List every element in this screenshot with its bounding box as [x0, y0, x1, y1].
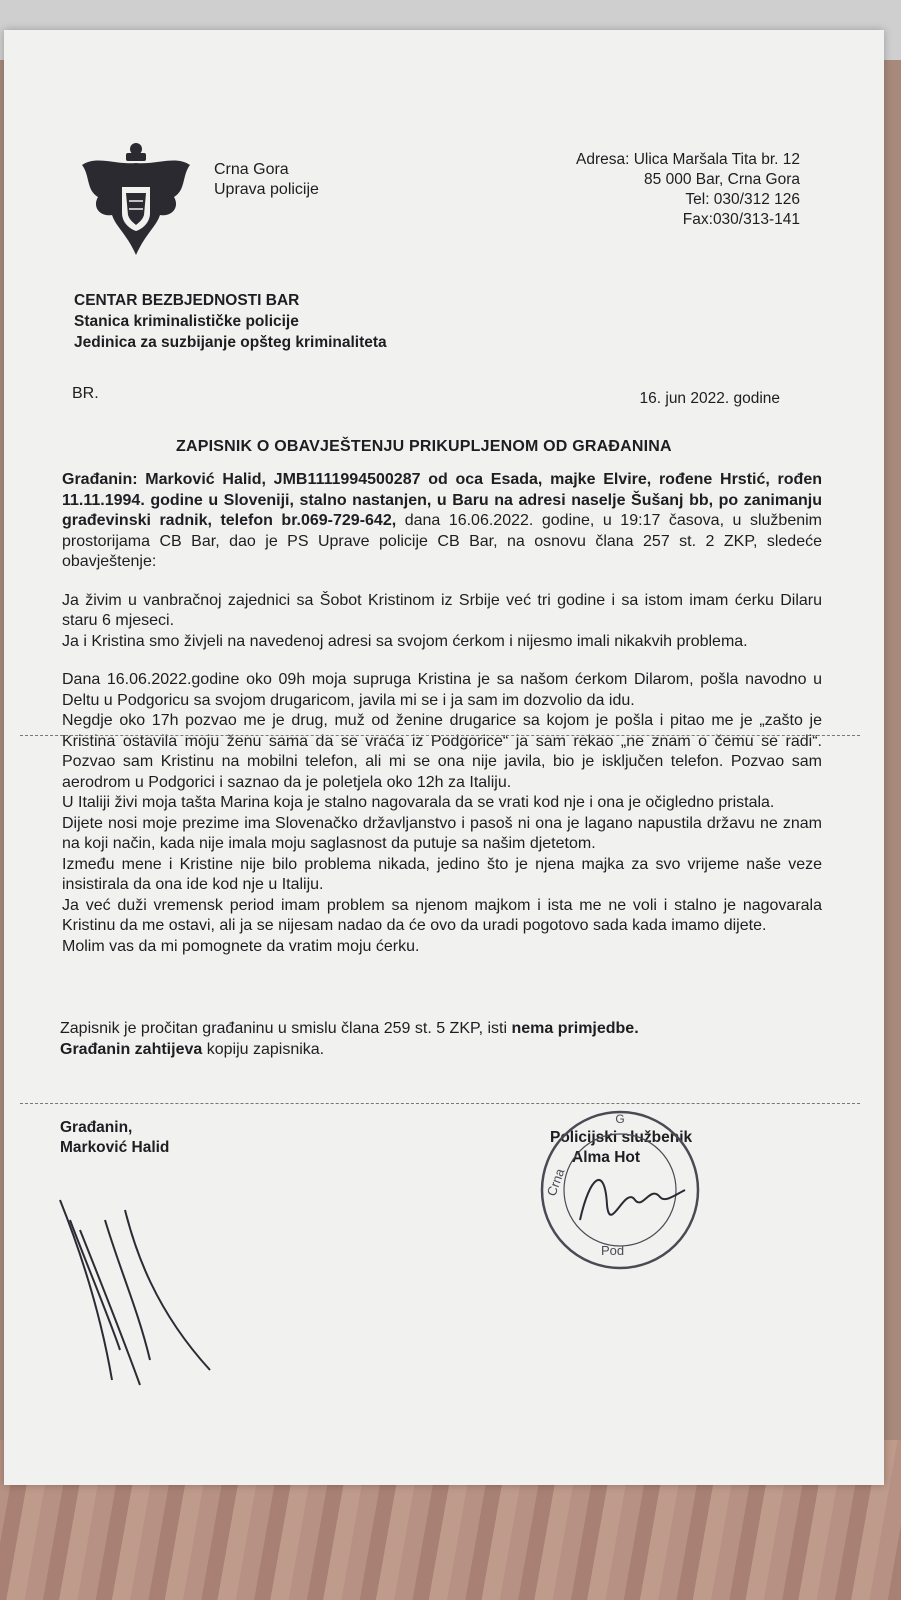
unit-line-3: Jedinica za suzbijanje opšteg kriminaliteta: [74, 334, 387, 351]
document-body: [62, 470, 822, 957]
fold-line: [20, 735, 860, 736]
citizen-name: Marković Halid: [60, 1139, 170, 1156]
country-name: Crna Gora: [214, 161, 289, 178]
address-phone: Tel: 030/312 126: [685, 191, 800, 208]
read-note-bold: nema primjedbe.: [511, 1020, 639, 1037]
header-address: [540, 150, 800, 230]
statement-paragraph: U Italiji živi moja tašta Marina koja je stalno nagovarala da se vrati kod nje i ona je očigledno pristala.: [62, 794, 775, 811]
intro-paragraph: [62, 470, 822, 573]
citizen-label: Građanin,: [60, 1119, 133, 1136]
document-title: ZAPISNIK O OBAVJEŠTENJU PRIKUPLJENOM OD GRAĐANINA: [176, 438, 672, 455]
officer-label: Policijski službenik: [550, 1129, 693, 1146]
stamp-letter-top: G: [615, 1112, 625, 1126]
official-stamp: [535, 1105, 705, 1275]
officer-name: Alma Hot: [572, 1149, 641, 1166]
statement-paragraph: Između mene i Kristine nije bilo problema nikada, jedino što je njena majka za svo vrijeme naše veze insistirala da ona ide kod nje u Italiju.: [62, 855, 822, 893]
read-note-text: Zapisnik je pročitan građaninu u smislu člana 259 st. 5 ZKP, isti: [60, 1020, 512, 1037]
read-note: [60, 1018, 820, 1039]
fold-line: [20, 1103, 860, 1104]
statement-paragraph: Ja i Kristina smo živjeli na navedenoj adresi sa svojom ćerkom i nijesmo imali nikakvih problema.: [62, 632, 748, 650]
copy-note-bold: Građanin zahtijeva: [60, 1041, 203, 1058]
document-date: 16. jun 2022. godine: [639, 390, 780, 407]
coat-of-arms-icon: [76, 135, 196, 265]
unit-line-1: CENTAR BEZBJEDNOSTI BAR: [74, 292, 300, 309]
address-line: Adresa: Ulica Maršala Tita br. 12: [576, 151, 800, 168]
statement-paragraph: Dijete nosi moje prezime ima Slovenačko državljanstvo i pasoš ni ona je lagano napustila državu ne znam na koji način, kada nije imala moju saglasnost da putuje sa našim djetetom.: [62, 814, 822, 852]
statement-paragraph: Dana 16.06.2022.godine oko 09h moja supruga Kristina je sa našom ćerkom Dilarom, pošla navodno u Deltu u Podgoricu sa svojom drugaricom, javila mi se i ja sam im dozvolio da idu.: [62, 671, 822, 709]
reference-number: BR.: [72, 385, 99, 402]
address-fax: Fax:030/313-141: [682, 211, 800, 228]
intro-bold: Građanin: Marković Halid, JMB1111994500287 od oca Esada, majke Elvire, rođene Hrstić, rođen 11.11.1994. godine u Sloveniji, stalno nastanjen, u Baru na adresi naselje Šušanj bb, po zanimanju građevinski radnik, telefon br.069-729-642,: [62, 471, 822, 529]
statement-paragraph: Negdje oko 17h pozvao me je drug, muž od ženine drugarice sa kojom je pošla i pitao me je „zašto je Kristina ostavila moju ženu sama da se vraća iz Podgorice“ ja sam rekao „ne znam o čemu se radi“. Pozvao sam Kristinu na mobilni telefon, ali mi se ona nije javila, bio je isključen telefon. Pozvao sam aerodrom u Podgorici i saznao da je poletjela oko 12h za Italiju.: [62, 712, 822, 791]
statement-paragraph: Molim vas da mi pomognete da vratim moju ćerku.: [62, 937, 420, 955]
stamp-letter-bottom: Pod: [601, 1243, 625, 1258]
unit-line-2: Stanica kriminalističke policije: [74, 313, 299, 330]
address-city: 85 000 Bar, Crna Gora: [644, 171, 800, 188]
officer-signature: [580, 1180, 685, 1220]
statement-paragraph: Ja živim u vanbračnoj zajednici sa Šobot Kristinom iz Srbije već tri godine i sa istom imam ćerku Dilaru staru 6 mjeseci.: [62, 591, 822, 629]
institution-name: Uprava policije: [214, 181, 319, 198]
citizen-signature-block: [60, 1118, 169, 1158]
document-footer: [60, 1018, 820, 1060]
stamp-letter-side: Crna: [543, 1166, 568, 1199]
copy-note-text: kopiju zapisnika.: [202, 1041, 325, 1058]
copy-note: [60, 1039, 820, 1060]
statement-paragraph: Ja već duži vremensk period imam problem sa njenom majkom i ista me ne voli i stalno je nagovarala Kristinu da me ostavi, ali ja se nijesam nadao da će ovo da uradi pogotovo sada kada imamo dijete.: [62, 896, 822, 934]
citizen-signature: [50, 1190, 220, 1390]
unit-block: [74, 290, 387, 353]
header-left: [214, 160, 319, 200]
intro-regular: dana 16.06.2022. godine, u 19:17 časova, u službenim prostorijama CB Bar, dao je PS Uprave policije CB Bar, na osnovu člana 257 st. 2 ZKP, sledeće obavještenje:: [62, 512, 822, 570]
